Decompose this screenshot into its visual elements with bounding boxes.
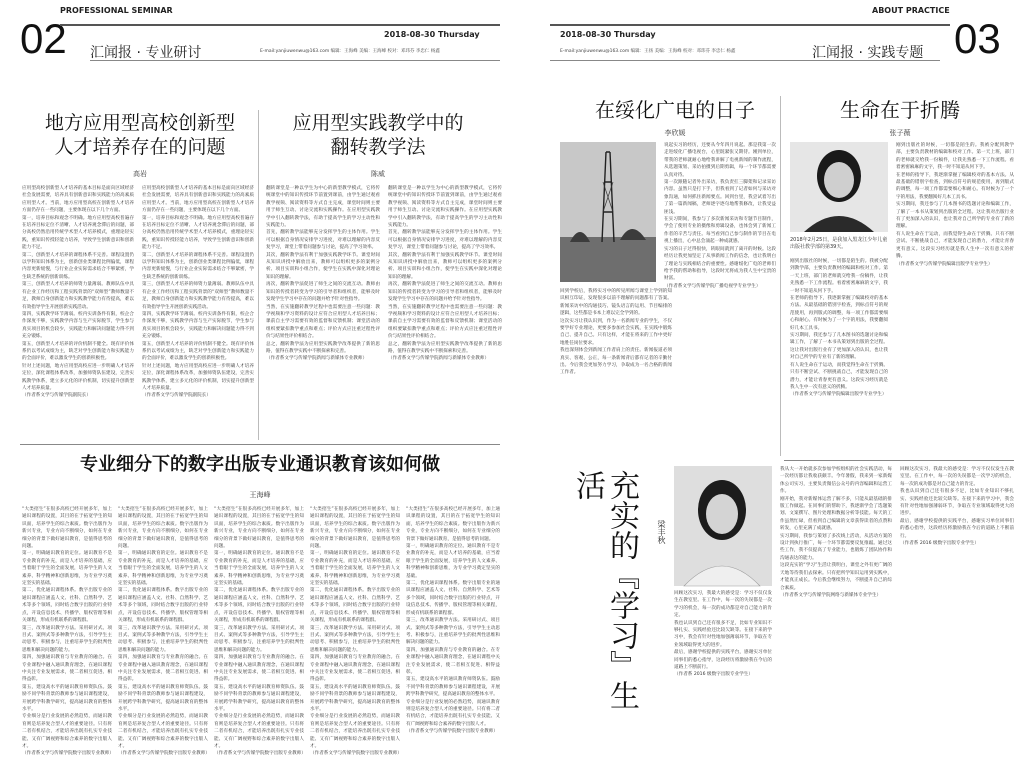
- right-page: [540, 0, 1024, 739]
- article-title: 充实的『学习』生活: [570, 470, 639, 710]
- tower-photo: [560, 142, 656, 282]
- article-body: 翻转课堂是一种以学生为中心的新型教学模式，它将传统课堂中的知识传授环节前置到课前，由学生通过观看教学视频、阅读资料等方式自主完成，课堂时间则主要用于师生互动、讨论交流和实践操作。在应用型实践教学中引入翻转教学法，有助于提高学生的学习主动性和实践能力。 首先，翻转教学法能够充分发挥学生的主体作用。学生可以根据自身情况安排学习进度，对难以理解的内容反复学习，课堂上带着问题参与讨论，提高了学习效率。 其次，翻转教学法有利于加强实践教学环节。课堂时间从知识讲授中解放出来，教师可以组织更多的案例分析、项目实训和小组合作，使学生在实践中深化对理论知识的理解。 再次，翻转教学法促进了师生之间的交流互动。教师由知识的传授者转变为学习的引导者和组织者，能够及时发现学生学习中存在的问题并给予针对性指导。 当然，在实施翻转教学过程中也需要注意一些问题：教学视频和学习资料的设计应符合应用型人才培养目标；课前自主学习需要有效的监督和反馈机制；课堂活动的组织要紧扣教学重点和难点；评价方式应注重过程性评价与结果性评价相结合。 总之，翻转教学法为应用型实践教学改革提供了新的思路，值得在教学实践中不断探索和完善。 （作者系文学与传媒学院新闻与新媒体专业教师）: [266, 186, 380, 362]
- column-divider: [780, 96, 781, 456]
- article-body: “大类招生”在很多高校已经开展多年，加上通识课程的设置，其目的在于拓宽学生的知识面，培养学生的综合素质。数字出版作为新兴专业，专业方向不断细分，如何在专业细分的背景下做好通识教育，是值得思考的问题。 第一，明确通识教育的定位。通识教育不是专业教育的补充，而是人才培养的基础，应当着眼于学生的全面发展，培养学生的人文素养、科学精神和创新思维，为专业学习奠定坚实的基础。 第二，优化通识课程体系。数字出版专业的通识课程应涵盖人文、社科、自然科学、艺术等多个领域，同时结合数字出版的行业特点，开设信息技术、传播学、版权管理等相关课程，形成有机联系的课程群。 第三，改革通识教学方法。采用研讨式、项目式、案例式等多种教学方法，引导学生主动思考、积极参与，注重培养学生的批判性思维和解决问题的能力。 第四，加强通识教育与专业教育的融合。在专业课程中融入通识教育理念，在通识课程中关注专业发展需求，使二者相互促进、相得益彰。 第五，建设高水平的通识教育师资队伍。鼓励不同学科背景的教师参与通识课程建设，开展跨学科教学研究，提高通识教育的整体水平。 专业细分是行业发展的必然趋势，而通识教育则是培养复合型人才的重要途径。只有将二者有机结合，才能培养出既有扎实专业技能、又有广阔视野和综合素养的数字出版人才。 （作者系文学与传媒学院数字出版专业教师）: [22, 507, 114, 757]
- article-author: 张子薇: [889, 129, 911, 137]
- article-body-col2: “大类招生”在很多高校已经开展多年，加上通识课程的设置，其目的在于拓宽学生的知识面，培养学生的综合素质。数字出版作为新兴专业，专业方向不断细分，如何在专业细分的背景下做好通识教育，是值得思考的问题。 第一，明确通识教育的定位。通识教育不是专业教育的补充，而是人才培养的基础，应当着眼于学生的全面发展，培养学生的人文素养、科学精神和创新思维，为专业学习奠定坚实的基础。 第二，优化通识课程体系。数字出版专业的通识课程应涵盖人文、社科、自然科学、艺术等多个领域，同时结合数字出版的行业特点，开设信息技术、传播学、版权管理等相关课程，形成有机联系的课程群。 第三，改革通识教学方法。采用研讨式、项目式、案例式等多种教学方法，引导学生主动思考、积极参与，注重培养学生的批判性思维和解决问题的能力。 第四，加强通识教育与专业教育的融合。在专业课程中融入通识教育理念，在通识课程中关注专业发展需求，使二者相互促进、相得益彰。 第五，建设高水平的通识教育师资队伍。鼓励不同学科背景的教师参与通识课程建设，开展跨学科教学研究，提高通识教育的整体水平。 专业细分是行业发展的必然趋势，而通识教育则是培养复合型人才的重要途径。只有将二者有机结合，才能培养出既有扎实专业技能、又有广阔视野和综合素养的数字出版人才。 （作者系文学与传媒学院数字出版专业教师）: [118, 507, 210, 757]
- right-header-rule-bottom: [550, 60, 940, 61]
- article-author: 高岩: [133, 170, 147, 178]
- article-title: 应用型实践教学中的 翻转教学法: [292, 112, 464, 158]
- article-body-col3: “大类招生”在很多高校已经开展多年，加上通识课程的设置，其目的在于拓宽学生的知识面，培养学生的综合素质。数字出版作为新兴专业，专业方向不断细分，如何在专业细分的背景下做好通识教育，是值得思考的问题。 第一，明确通识教育的定位。通识教育不是专业教育的补充，而是人才培养的基础，应当着眼于学生的全面发展，培养学生的人文素养、科学精神和创新思维，为专业学习奠定坚实的基础。 第二，优化通识课程体系。数字出版专业的通识课程应涵盖人文、社科、自然科学、艺术等多个领域，同时结合数字出版的行业特点，开设信息技术、传播学、版权管理等相关课程，形成有机联系的课程群。 第三，改革通识教学方法。采用研讨式、项目式、案例式等多种教学方法，引导学生主动思考、积极参与，注重培养学生的批判性思维和解决问题的能力。 第四，加强通识教育与专业教育的融合。在专业课程中融入通识教育理念，在通识课程中关注专业发展需求，使二者相互促进、相得益彰。 第五，建设高水平的通识教育师资队伍。鼓励不同学科背景的教师参与通识课程建设，开展跨学科教学研究，提高通识教育的整体水平。 专业细分是行业发展的必然趋势，而通识教育则是培养复合型人才的重要途径。只有将二者有机结合，才能培养出既有扎实专业技能、又有广阔视野和综合素养的数字出版人才。 （作者系文学与传媒学院数字出版专业教师）: [214, 507, 306, 757]
- right-top-label: ABOUT PRACTICE: [872, 6, 950, 15]
- column-divider: [258, 110, 259, 440]
- portrait-photo: [790, 142, 888, 232]
- left-page: [0, 0, 508, 757]
- right-date: 2018-08-30 Thursday: [560, 30, 656, 39]
- article-photo: [560, 142, 656, 282]
- article-body: 回顾这次实习，我最大的感受是：学习不仅仅发生在教室里。在工作中，每一次的失误都是一次学习的机会，每一次的成功都是对自己能力的肯定。 我也认识到自己还有很多不足，比如专业知识不够扎实、实践经验还比较欠缺等。在接下来的学习中，我会有针对性地加强薄弱环节，争取在专业领域取得更大的进步。 最后，感谢学校提供的实践平台，感谢实习单位同事们的悉心指导，这段经历将激励我在今后的道路上不断前行。 （作者系 2016 级数字出版专业学生）: [674, 591, 772, 678]
- left-header-rule-top: [60, 24, 500, 26]
- article-photo: [674, 466, 772, 586]
- left-page-number: 02: [20, 15, 67, 62]
- article-title: 专业细分下的数字出版专业通识教育该如何做: [80, 454, 440, 475]
- article-body-col2: 刚到出版社的时候，一切都是陌生的。我被分配到教学部，主要负责教材的编辑和校对工作。第一天上班，部门的老师就交给我一份稿件，让我先熟悉一下工作流程。看着密密麻麻的文字，我一时不知道从何下手。 在老师的指导下，我逐渐掌握了编辑校对的基本方法。从最基础的错别字检查，到标点符号的规范使用，再到版式的调整，每一项工作都需要细心和耐心。有时候为了一个字的用法，我要翻阅好几本工具书。 实习期间，我还参与了几本图书的选题讨论和编辑工作，了解了一本书从策划到出版的全过程。这让我对出版行业有了更加深入的认识，也让我对自己所学的专业有了新的理解。 有人说生命在于运动，而我觉得生命在于折腾。只有不断尝试、不断挑战自己，才能发现自己的潜力，才能让青春更有意义。这段实习经历就是我人生中一次有意义的折腾。 （作者系文学与传媒学院编辑出版学专业学生）: [896, 143, 1014, 267]
- right-page-number: 03: [954, 15, 1001, 62]
- article-body-col2: 说起实习的经历，还要从今年四月说起。那是我第一次走进绥化广播电视台，心里既紧张又期待。刚到单位，带我的老师就耐心地给我讲解了电视新闻的制作流程，从选题策划、采访拍摄到后期剪辑，每一个环节都需要认真对待。 第一次跟随记者外出采访，我负责扛三脚架和记录采访内容。虽然只是打下手，但我看到了记者如何与采访对象沟通，如何抓住新闻要点。回到台里，我尝试着写出了第一篇新闻稿，老师逐字逐句地帮我修改，让我受益匪浅。 在实习期间，我参与了多次新闻采访和专题节目制作，学会了使用专业的摄像和剪辑设备，也体会到了新闻工作者的辛苦与责任。每当看到自己参与制作的节目在电视上播出，心中总会涌起一种成就感。 实习的日子过得很快，转眼间就到了离开的时候。这段经历让我更加坚定了从事新闻工作的信念，也让我明白了理论与实践相结合的重要性。感谢绥化广电的老师们给予我的帮助和指导，这段时光将成为我人生中宝贵的财富。 （作者系文学与传媒学院广播电视学专业学生）: [664, 143, 776, 289]
- page-gutter: [508, 0, 540, 739]
- article-author: 陈威: [371, 170, 385, 178]
- left-section-name: 汇闻报 · 专业研讨: [90, 45, 202, 61]
- article-author: 李欣媛: [664, 129, 686, 137]
- left-top-label: PROFESSIONAL SEMINAR: [60, 6, 173, 15]
- article-body: 刚到出版社的时候，一切都是陌生的。我被分配到教学部，主要负责教材的编辑和校对工作。第一天上班，部门的老师就交给我一份稿件，让我先熟悉一下工作流程。看着密密麻麻的文字，我一时不知道从何下手。 在老师的指导下，我逐渐掌握了编辑校对的基本方法。从最基础的错别字检查，到标点符号的规范使用，再到版式的调整，每一项工作都需要细心和耐心。有时候为了一个字的用法，我要翻阅好几本工具书。 实习期间，我还参与了几本图书的选题讨论和编辑工作，了解了一本书从策划到出版的全过程。这让我对出版行业有了更加深入的认识，也让我对自己所学的专业有了新的理解。 有人说生命在于运动，而我觉得生命在于折腾。只有不断尝试、不断挑战自己，才能发现自己的潜力，才能让青春更有意义。这段实习经历就是我人生中一次有意义的折腾。 （作者系文学与传媒学院编辑出版学专业学生）: [790, 259, 888, 398]
- section-divider: [20, 444, 500, 445]
- right-section-name: 汇闻报 · 实践专题: [812, 45, 924, 61]
- article-title: 地方应用型高校创新型 人才培养存在的问题: [44, 112, 235, 158]
- article-body-col2: 应用型高校创新型人才培养的基本目标是面向区域经济社会发展需要，培养具有创新意识和实践能力的高素质应用型人才。当前，地方应用型高校在创新型人才培养方面仍存在一些问题，主要体现在以下几个方面。 第一，培养目标和观念不明确。地方应用型高校普遍存在培养目标定位不清晰、人才培养观念滞后的问题，部分高校仍然沿用传统学术型人才培养模式，重理论轻实践，重知识传授轻能力培养，导致学生创新意识和创新能力不足。 第二，创新型人才培养的课程体系不完善。课程设置仍以学科知识体系为主，创新创业类课程比例偏低，课程内容更新缓慢，与行业企业实际需求结合不够紧密，学生缺乏系统的创新训练。 第三，创新型人才培养的师资力量薄弱。教师队伍中具有企业工作经历和工程实践背景的“双师型”教师数量不足，教师自身创新能力和实践教学能力有待提高，难以有效指导学生开展创新实践活动。 第四，实践教学环节薄弱。校内实训条件有限，校企合作深度不够，实践教学内容与生产实际脱节，学生参与真实项目的机会较少，实践能力和解决问题能力得不到充分锻炼。 第五，创新型人才培养的评价机制不健全。现有评价体系仍以考试成绩为主，缺乏对学生创新能力和实践能力的全面评价，难以激发学生的创新积极性。 针对上述问题，地方应用型高校应进一步明确人才培养定位，深化课程体系改革，加强师资队伍建设，完善实践教学体系，建立多元化的评价机制，切实提升创新型人才培养质量。 （作者系文学与传媒学院副院长）: [142, 186, 254, 399]
- article-title: 生命在于折腾: [840, 98, 960, 122]
- article-author: 梁丰秋: [657, 520, 666, 544]
- left-staff-line: E-mail:yanjiuwenwu@163.com 编辑：王海峰 美编：王海峰 校对：邓玮芬 李忠仁 杨鑫: [260, 49, 440, 54]
- article-body-col2: 翻转课堂是一种以学生为中心的新型教学模式，它将传统课堂中的知识传授环节前置到课前，由学生通过观看教学视频、阅读资料等方式自主完成，课堂时间则主要用于师生互动、讨论交流和实践操作。在应用型实践教学中引入翻转教学法，有助于提高学生的学习主动性和实践能力。 首先，翻转教学法能够充分发挥学生的主体作用。学生可以根据自身情况安排学习进度，对难以理解的内容反复学习，课堂上带着问题参与讨论，提高了学习效率。 其次，翻转教学法有利于加强实践教学环节。课堂时间从知识讲授中解放出来，教师可以组织更多的案例分析、项目实训和小组合作，使学生在实践中深化对理论知识的理解。 再次，翻转教学法促进了师生之间的交流互动。教师由知识的传授者转变为学习的引导者和组织者，能够及时发现学生学习中存在的问题并给予针对性指导。 当然，在实施翻转教学过程中也需要注意一些问题：教学视频和学习资料的设计应符合应用型人才培养目标；课前自主学习需要有效的监督和反馈机制；课堂活动的组织要紧扣教学重点和难点；评价方式应注重过程性评价与结果性评价相结合。 总之，翻转教学法为应用型实践教学改革提供了新的思路，值得在教学实践中不断探索和完善。 （作者系文学与传媒学院新闻与新媒体专业教师）: [388, 186, 502, 362]
- right-header-rule-top: [550, 24, 950, 26]
- article-photo: [790, 142, 888, 232]
- article-author: 王海峰: [249, 491, 271, 499]
- article-body-col5: “大类招生”在很多高校已经开展多年，加上通识课程的设置，其目的在于拓宽学生的知识面，培养学生的综合素质。数字出版作为新兴专业，专业方向不断细分，如何在专业细分的背景下做好通识教育，是值得思考的问题。 第一，明确通识教育的定位。通识教育不是专业教育的补充，而是人才培养的基础，应当着眼于学生的全面发展，培养学生的人文素养、科学精神和创新思维，为专业学习奠定坚实的基础。 第二，优化通识课程体系。数字出版专业的通识课程应涵盖人文、社科、自然科学、艺术等多个领域，同时结合数字出版的行业特点，开设信息技术、传播学、版权管理等相关课程，形成有机联系的课程群。 第三，改革通识教学方法。采用研讨式、项目式、案例式等多种教学方法，引导学生主动思考、积极参与，注重培养学生的批判性思维和解决问题的能力。 第四，加强通识教育与专业教育的融合。在专业课程中融入通识教育理念，在通识课程中关注专业发展需求，使二者相互促进、相得益彰。 第五，建设高水平的通识教育师资队伍。鼓励不同学科背景的教师参与通识课程建设，开展跨学科教学研究，提高通识教育的整体水平。 专业细分是行业发展的必然趋势，而通识教育则是培养复合型人才的重要途径。只有将二者有机结合，才能培养出既有扎实专业技能、又有广阔视野和综合素养的数字出版人才。 （作者系文学与传媒学院数字出版专业教师）: [406, 507, 500, 735]
- left-header-rule-bottom: [90, 60, 500, 61]
- photo-caption: 2018年2月25日，是我加入黑龙江少年儿童出版社教学部的第39天。: [790, 237, 888, 250]
- article-body-col3: 回顾这次实习，我最大的感受是：学习不仅仅发生在教室里。在工作中，每一次的失误都是一次学习的机会，每一次的成功都是对自己能力的肯定。 我也认识到自己还有很多不足，比如专业知识不够扎实、实践经验还比较欠缺等。在接下来的学习中，我会有针对性地加强薄弱环节，争取在专业领域取得更大的进步。 最后，感谢学校提供的实践平台，感谢实习单位同事们的悉心指导，这段经历将激励我在今后的道路上不断前行。 （作者系 2016 级数字出版专业学生）: [900, 467, 1014, 547]
- article-body-col4: “大类招生”在很多高校已经开展多年，加上通识课程的设置，其目的在于拓宽学生的知识面，培养学生的综合素质。数字出版作为新兴专业，专业方向不断细分，如何在专业细分的背景下做好通识教育，是值得思考的问题。 第一，明确通识教育的定位。通识教育不是专业教育的补充，而是人才培养的基础，应当着眼于学生的全面发展，培养学生的人文素养、科学精神和创新思维，为专业学习奠定坚实的基础。 第二，优化通识课程体系。数字出版专业的通识课程应涵盖人文、社科、自然科学、艺术等多个领域，同时结合数字出版的行业特点，开设信息技术、传播学、版权管理等相关课程，形成有机联系的课程群。 第三，改革通识教学方法。采用研讨式、项目式、案例式等多种教学方法，引导学生主动思考、积极参与，注重培养学生的批判性思维和解决问题的能力。 第四，加强通识教育与专业教育的融合。在专业课程中融入通识教育理念，在通识课程中关注专业发展需求，使二者相互促进、相得益彰。 第五，建设高水平的通识教育师资队伍。鼓励不同学科背景的教师参与通识课程建设，开展跨学科教学研究，提高通识教育的整体水平。 专业细分是行业发展的必然趋势，而通识教育则是培养复合型人才的重要途径。只有将二者有机结合，才能培养出既有扎实专业技能、又有广阔视野和综合素养的数字出版人才。 （作者系文学与传媒学院数字出版专业教师）: [310, 507, 402, 757]
- article-body: 应用型高校创新型人才培养的基本目标是面向区域经济社会发展需要，培养具有创新意识和实践能力的高素质应用型人才。当前，地方应用型高校在创新型人才培养方面仍存在一些问题，主要体现在以下几个方面。 第一，培养目标和观念不明确。地方应用型高校普遍存在培养目标定位不清晰、人才培养观念滞后的问题，部分高校仍然沿用传统学术型人才培养模式，重理论轻实践，重知识传授轻能力培养，导致学生创新意识和创新能力不足。 第二，创新型人才培养的课程体系不完善。课程设置仍以学科知识体系为主，创新创业类课程比例偏低，课程内容更新缓慢，与行业企业实际需求结合不够紧密，学生缺乏系统的创新训练。 第三，创新型人才培养的师资力量薄弱。教师队伍中具有企业工作经历和工程实践背景的“双师型”教师数量不足，教师自身创新能力和实践教学能力有待提高，难以有效指导学生开展创新实践活动。 第四，实践教学环节薄弱。校内实训条件有限，校企合作深度不够，实践教学内容与生产实际脱节，学生参与真实项目的机会较少，实践能力和解决问题能力得不到充分锻炼。 第五，创新型人才培养的评价机制不健全。现有评价体系仍以考试成绩为主，缺乏对学生创新能力和实践能力的全面评价，难以激发学生的创新积极性。 针对上述问题，地方应用型高校应进一步明确人才培养定位，深化课程体系改革，加强师资队伍建设，完善实践教学体系，建立多元化的评价机制，切实提升创新型人才培养质量。 （作者系文学与传媒学院副院长）: [22, 186, 134, 399]
- portrait-photo: [674, 466, 772, 586]
- right-staff-line: E-mail:yanjiuwenwu@163.com 编辑：王扬 美编：王海峰 校对：邓玮芬 李忠仁 杨鑫: [560, 49, 736, 54]
- article-body: 回到学校后，我将实习中的所见所闻与课堂上学到的知识相互印证，发现很多以前不理解的问题都有了答案。新闻采访中的沟通技巧、镜头语言的运用、节目编排的逻辑，这些都是书本上难以完全学到的。 这次实习让我认识到，作为一名新闻专业的学生，不仅要学好专业理论，更要多参加社会实践，在实践中锻炼自己、提升自己。只有这样，才能在将来的工作中更好地胜任岗位要求。 我也深刻体会到新闻工作者肩上的责任。新闻报道必须真实、客观、公正，每一条新闻背后都有记者的辛勤付出。今后我会更加努力学习，争取成为一名合格的新闻工作者。: [560, 289, 672, 376]
- section-divider: [784, 460, 1014, 461]
- article-body-col2: 我从大一开始就多次参加学校组织的社会实践活动，每一次经历都让我收获颇丰。今年暑假，我来到一家新媒体公司实习，主要负责微信公众号的内容编辑和运营工作。 刚开始，我对新媒体运营了解不多，只能从最基础的排版工作做起。在同事们的帮助下，我逐渐学会了选题策划、文案撰写、图片处理和数据分析等技能。每天的工作虽然忙碌，但看到自己编辑的文章获得读者的点赞和转发，心里充满了成就感。 实习期间，我参与策划了多次线上活动，从活动方案的设计到执行推广，每一个环节都需要反复推敲。通过这些工作，我不仅提高了专业能力，也锻炼了团队协作和沟通表达的能力。 这段充实的“学习”生活让我明白，课堂之外有更广阔的天地等待我们去探索。只有把所学知识运用到实践中，才能真正成长。今后我会继续努力，不断提升自己的综合素质。 （作者系文学与传媒学院网络与新媒体专业学生）: [780, 467, 892, 598]
- left-date: 2018-08-30 Thursday: [384, 30, 480, 39]
- article-title: 在绥化广电的日子: [595, 98, 755, 122]
